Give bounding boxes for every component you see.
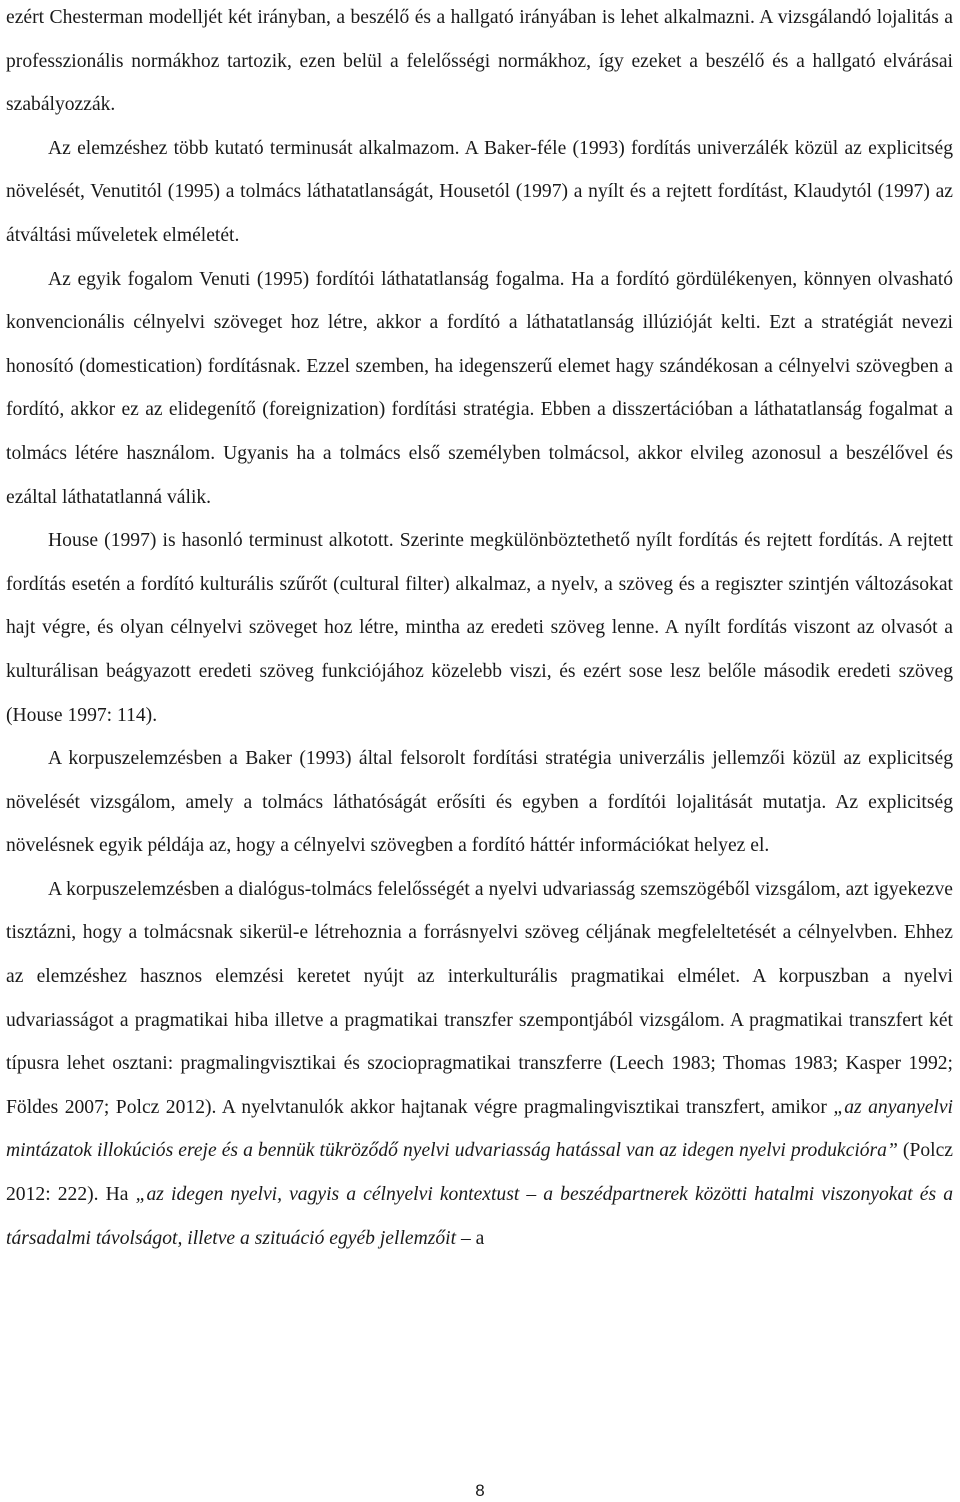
body-text xyxy=(6,0,953,1260)
paragraph xyxy=(6,258,953,520)
text-run: House (1997) is hasonló terminust alkotott. Szerinte megkülönböztethető nyílt fordítás és rejtett fordítás. A rejtett fordítás esetén a fordító kulturális szűrőt (cultural filter) alkalmaz, a nyelv, a szöveg és a regiszter szintjén változásokat hajt végre, és olyan célnyelvi szöveget hoz létre, mintha az eredeti szöveg lenne. A nyílt fordítás viszont az olvasót a kulturálisan beágyazott eredeti szöveg funkciójához közelebb viszi, és ezért sose lesz belőle második eredeti szöveg (House 1997: 114). xyxy=(6,530,953,726)
page-number: 8 xyxy=(475,1481,485,1500)
italic-quote: „az anyanyelvi mintázatok illokúciós ereje és a bennük tükröződő nyelvi udvariasság hatással van az idegen nyelvi produkcióra” xyxy=(6,1096,953,1162)
text-run: A korpuszelemzésben a dialógus-tolmács felelősségét a nyelvi udvariasság szemszögéből vizsgálom, azt igyekezve tisztázni, hogy a tolmácsnak sikerül-e létrehoznia a forrásnyelvi szöveg céljának megfeleltetését a célnyelvben. Ehhez az elemzéshez hasznos elemzési keretet nyújt az interkulturális pragmatikai elmélet. A korpuszban a nyelvi udvariasságot a pragmatikai hiba illetve a pragmatikai transzfer szempontjából vizsgálom. A pragmatikai transzfert két típusra lehet osztani: pragmalingvisztikai és szociopragmatikai transzferre (Leech 1983; Thomas 1983; Kasper 1992; Földes 2007; Polcz 2012). A nyelvtanulók akkor hajtanak végre pragmalingvisztikai transzfert, amikor xyxy=(6,878,953,1118)
paragraph xyxy=(6,868,953,1260)
text-run: – a xyxy=(456,1227,485,1249)
paragraph xyxy=(6,0,953,127)
text-run: Az elemzéshez több kutató terminusát alkalmazom. A Baker-féle (1993) fordítás univerzálék közül az explicitség növelését, Venutitól (1995) a tolmács láthatatlanságát, Housetól (1997) a nyílt és a rejtett fordítást, Klaudytól (1997) az átváltási műveletek elméletét. xyxy=(6,137,953,246)
text-run: Az egyik fogalom Venuti (1995) fordítói láthatatlanság fogalma. Ha a fordító gördülékenyen, könnyen olvasható konvencionális célnyelvi szöveget hoz létre, akkor a fordító a láthatatlanság illúzióját kelti. Ezt a stratégiát nevezi honosító (domestication) fordításnak. Ezzel szemben, ha idegenszerű elemet hagy szándékosan a célnyelvi szövegben a fordító, akkor ez az elidegenítő (foreignization) fordítási stratégia. Ebben a disszertációban a láthatatlanság fogalmat a tolmács létére használom. Ugyanis ha a tolmács első személyben tolmácsol, akkor elvileg azonosul a beszélővel és ezáltal láthatatlanná válik. xyxy=(6,268,953,508)
text-run: A korpuszelemzésben a Baker (1993) által felsorolt fordítási stratégia univerzális jellemzői közül az explicitség növelését vizsgálom, amely a tolmács láthatóságát erősíti és egyben a fordítói lojalitását mutatja. Az explicitség növelésnek egyik példája az, hogy a célnyelvi szövegben a fordító háttér információkat helyez el. xyxy=(6,748,953,857)
text-run: ezért Chesterman modelljét két irányban, a beszélő és a hallgató irányában is lehet alkalmazni. A vizsgálandó lojalitás a professzionális normákhoz tartozik, ezen belül a felelősségi normákhoz, így ezeket a beszélő és a hallgató elvárásai szabályozzák. xyxy=(6,7,953,116)
text-run: (Polcz 2012: 222). Ha xyxy=(6,1140,953,1206)
paragraph xyxy=(6,127,953,258)
paragraph xyxy=(6,519,953,737)
italic-quote: „az idegen nyelvi, vagyis a célnyelvi kontextust – a beszédpartnerek közötti hatalmi viszonyokat és a társadalmi távolságot, illetve a szituáció egyéb jellemzőit xyxy=(6,1184,953,1249)
paragraph xyxy=(6,737,953,868)
